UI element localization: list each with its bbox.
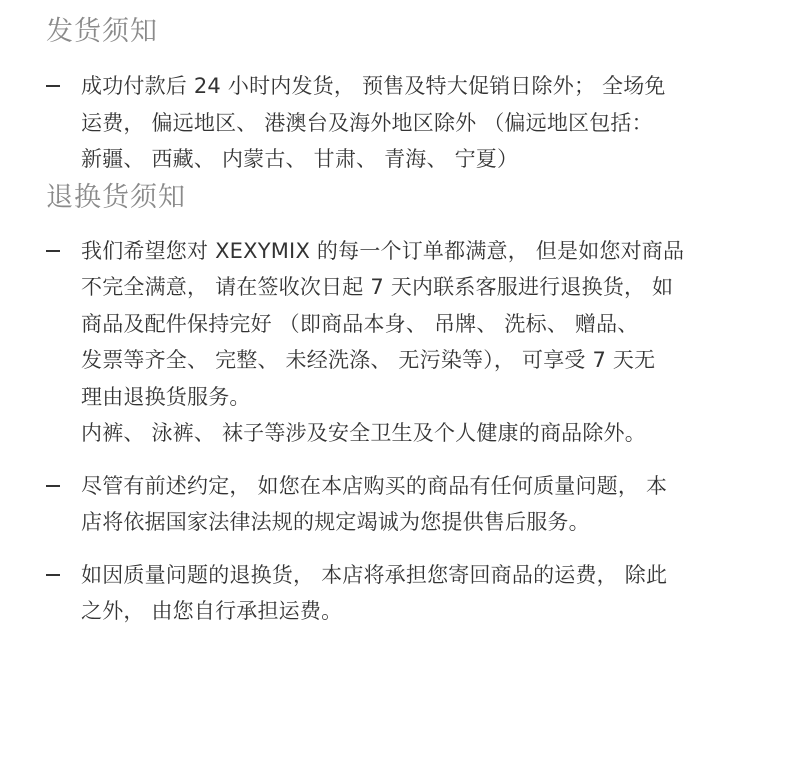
return-notice-title: 退换货须知 (46, 181, 186, 213)
text-line: 店将依据国家法律法规的规定竭诚为您提供售后服务。 (81, 510, 590, 534)
shipping-notice-title: 发货须知 (46, 16, 158, 47)
text-line: 如因质量问题的退换货， 本店将承担您寄回商品的运费， 除此 (81, 562, 668, 587)
text-line: 内裤、 泳裤、 袜子等涉及安全卫生及个人健康的商品除外。 (81, 421, 646, 445)
dash-bullet-icon (46, 85, 60, 87)
text-line: 不完全满意， 请在签收次日起 7 天内联系客服进行退换货， 如 (81, 275, 674, 299)
text-line: 我们希望您对 XEXYMIX 的每一个订单都满意， 但是如您对商品 (81, 238, 685, 263)
text-line: 尽管有前述约定， 如您在本店购买的商品有任何质量问题， 本 (81, 473, 668, 498)
list-item (0, 468, 790, 541)
text-line: 之外， 由您自行承担运费。 (81, 599, 343, 623)
dash-bullet-icon (46, 485, 60, 487)
text-line: 成功付款后 24 小时内发货， 预售及特大促销日除外； 全场免 (81, 74, 666, 98)
return-notice-list (0, 233, 790, 630)
text-line: 运费， 偏远地区、 港澳台及海外地区除外 （偏远地区包括： (81, 110, 653, 135)
text-line: 新疆、 西藏、 内蒙古、 甘肃、 青海、 宁夏） (81, 147, 519, 171)
list-item (0, 557, 790, 630)
text-line: 商品及配件保持完好 （即商品本身、 吊牌、 洗标、 赠品、 (81, 311, 639, 336)
dash-bullet-icon (46, 574, 60, 576)
list-item (0, 68, 790, 178)
text-line: 发票等齐全、 完整、 未经洗涤、 无污染等）， 可享受 7 天无 (81, 348, 656, 372)
dash-bullet-icon (46, 250, 60, 252)
list-item (0, 233, 790, 452)
text-line: 理由退换货服务。 (81, 384, 251, 409)
shipping-notice-list (0, 68, 790, 178)
